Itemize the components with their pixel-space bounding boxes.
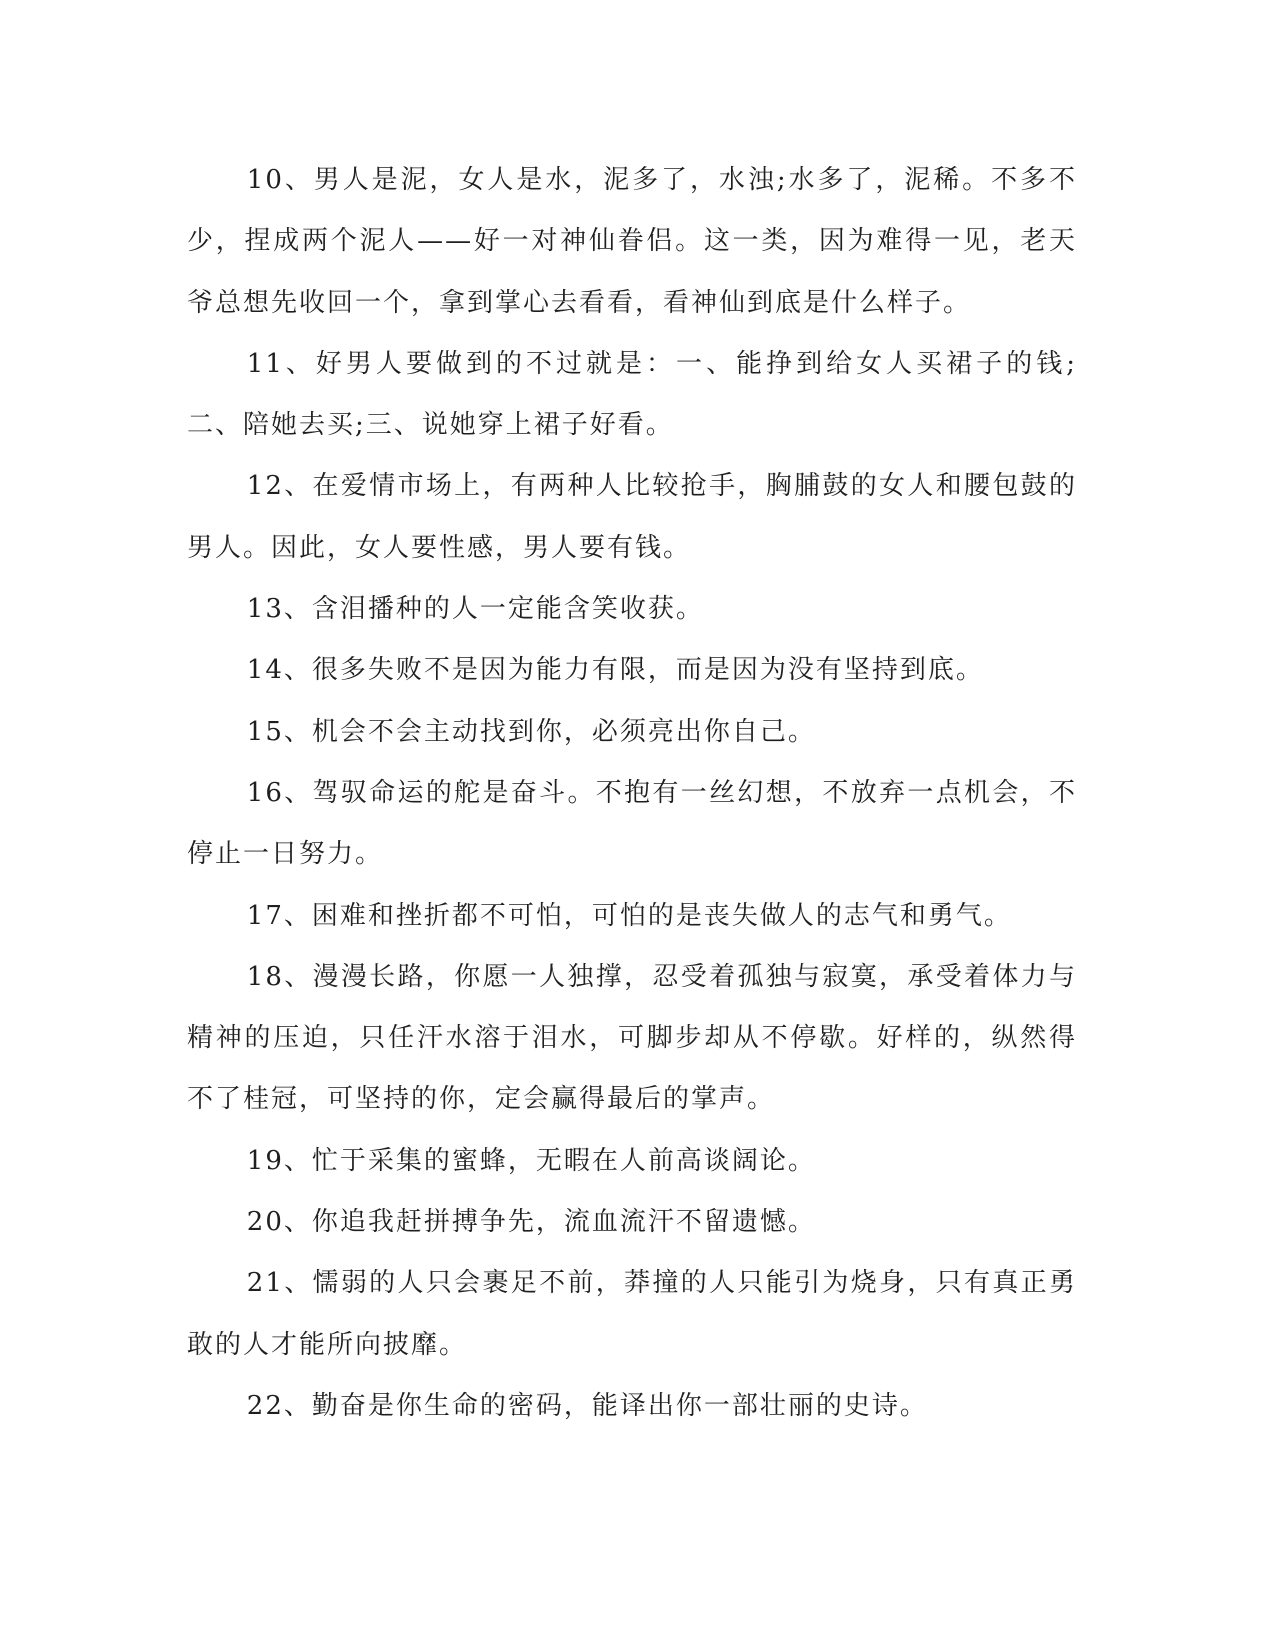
paragraph-22: 22、勤奋是你生命的密码，能译出你一部壮丽的史诗。 xyxy=(246,1390,928,1421)
paragraph-13: 13、含泪播种的人一定能含笑收获。 xyxy=(246,594,704,625)
paragraph-20: 20、你追我赶拼搏争先，流血流汗不留遗憾。 xyxy=(246,1207,816,1238)
document-body xyxy=(187,150,1077,1437)
paragraph-14: 14、很多失败不是因为能力有限，而是因为没有坚持到底。 xyxy=(246,655,984,686)
paragraph-18: 18、漫漫长路，你愿一人独撑，忍受着孤独与寂寞，承受着体力与精神的压迫，只任汗水溶于泪水，可脚步却从不停歇。好样的，纵然得不了桂冠，可坚持的你，定会赢得最后的掌声。 xyxy=(187,961,1077,1115)
paragraph-10: 10、男人是泥，女人是水，泥多了，水浊;水多了，泥稀。不多不少，捏成两个泥人——好一对神仙眷侣。这一类，因为难得一见，老天爷总想先收回一个，拿到掌心去看看，看神仙到底是什么样子。 xyxy=(187,165,1077,318)
paragraph-15: 15、机会不会主动找到你，必须亮出你自己。 xyxy=(246,716,816,747)
paragraph-21: 21、懦弱的人只会裹足不前，莽撞的人只能引为烧身，只有真正勇敢的人才能所向披靡。 xyxy=(187,1268,1077,1360)
paragraph-11: 11、好男人要做到的不过就是：一、能挣到给女人买裙子的钱;二、陪她去买;三、说她穿上裙子好看。 xyxy=(187,348,1077,441)
paragraph-12: 12、在爱情市场上，有两种人比较抢手，胸脯鼓的女人和腰包鼓的男人。因此，女人要性感，男人要有钱。 xyxy=(187,471,1077,563)
paragraph-16: 16、驾驭命运的舵是奋斗。不抱有一丝幻想，不放弃一点机会，不停止一日努力。 xyxy=(187,777,1077,870)
paragraph-19: 19、忙于采集的蜜蜂，无暇在人前高谈阔论。 xyxy=(246,1145,816,1176)
paragraph-17: 17、困难和挫折都不可怕，可怕的是丧失做人的志气和勇气。 xyxy=(246,900,1012,931)
